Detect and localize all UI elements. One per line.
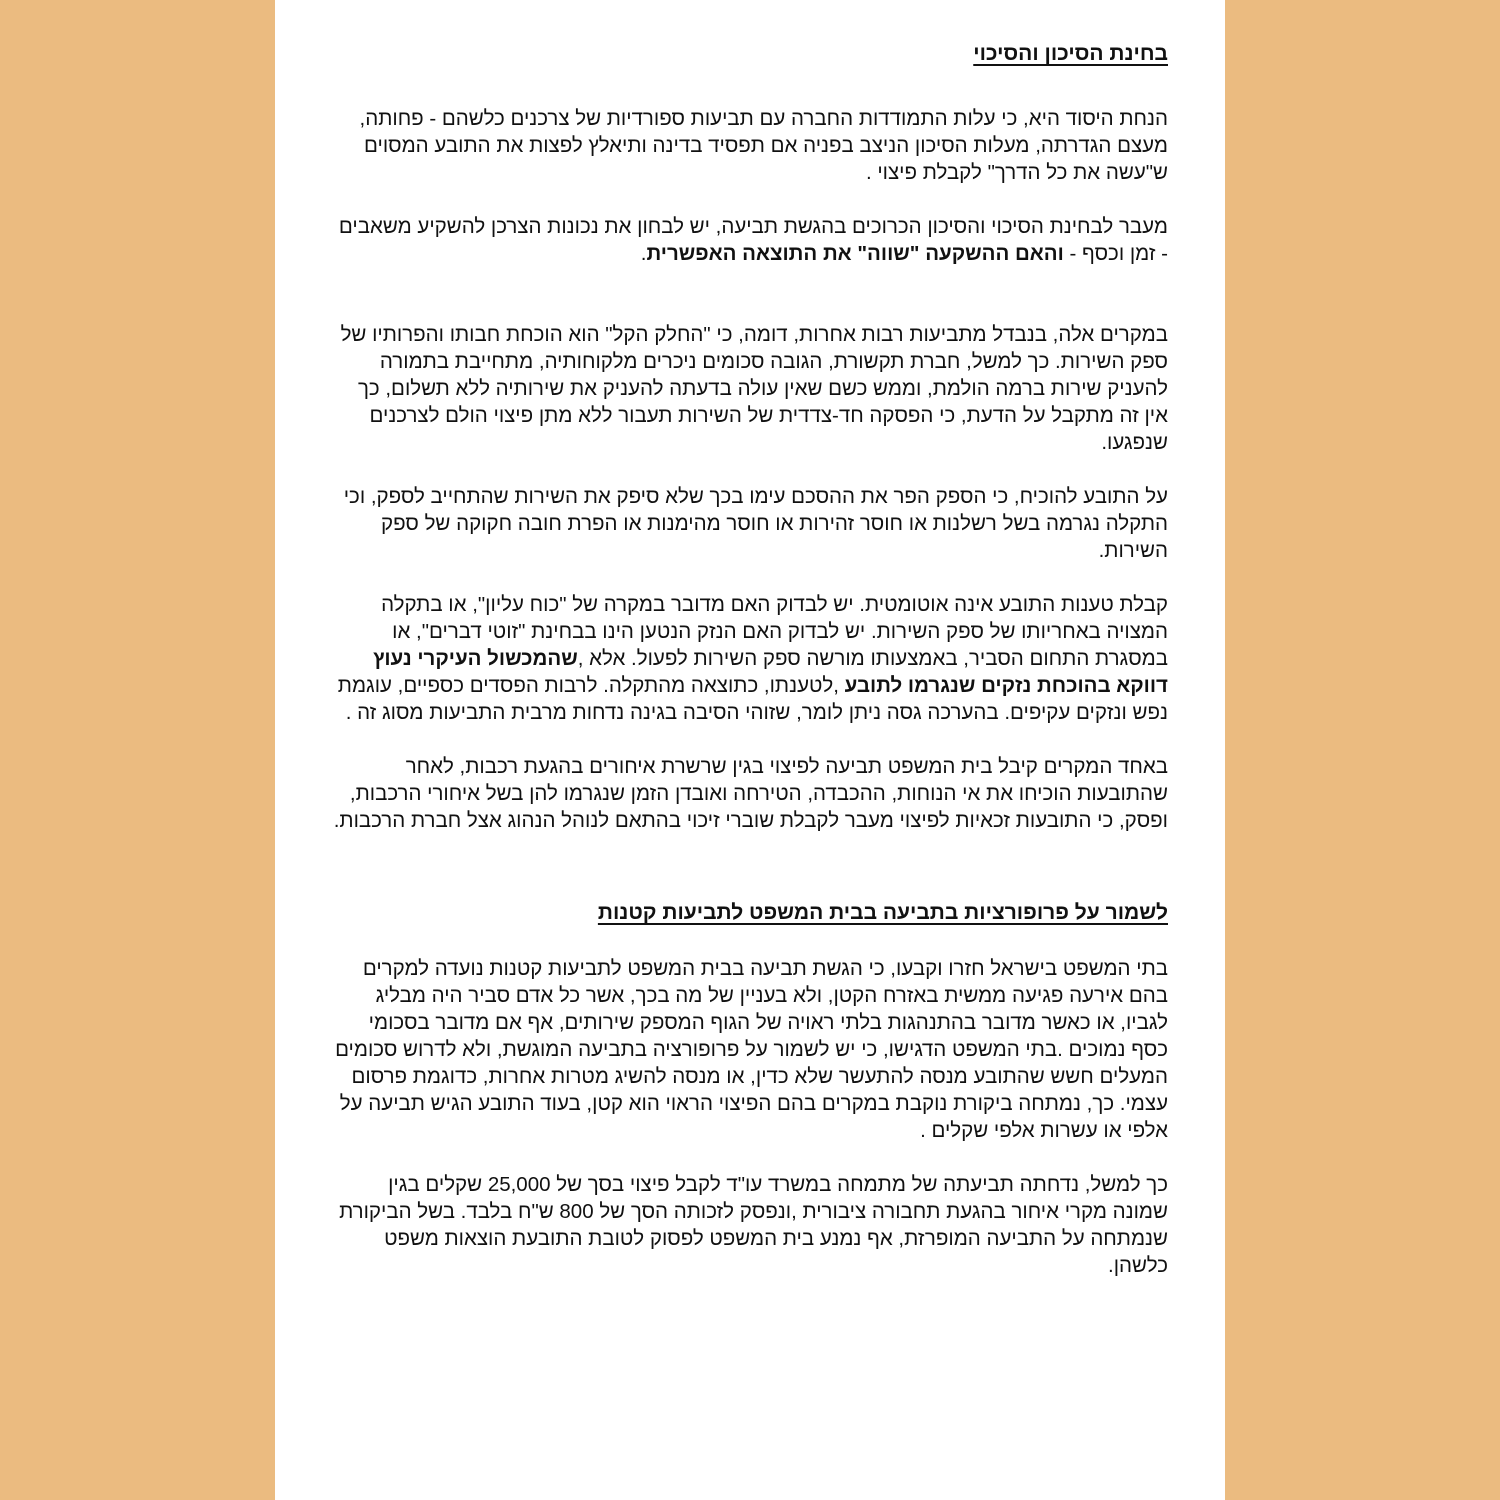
paragraph-investment-end: . [640, 242, 647, 265]
paragraph-claims-text: קבלת טענות התובע אינה אוטומטית. יש לבדוק האם מדובר במקרה של "כוח עליון", או בתקלה המצויה באחריותו של ספק השירות. יש לבדוק האם הנזק הנטען הינו בבחינת "זוטי דברים", או במסגרת התחום הסביר, באמצעותו מורשה ספק השירות לפעול. אלא , [381, 593, 1168, 670]
document-page [275, 0, 1225, 1500]
section-heading-proportions: לשמור על פרופורציות בתביעה בבית המשפט לתביעות קטנות [597, 901, 1168, 924]
paragraph-investment-text: מעבר לבחינת הסיכוי והסיכון הכרוכים בהגשת תביעה, יש לבחון את נכונות הצרכן להשקיע משאבים - זמן וכסף - [338, 215, 1168, 265]
paragraph-basic-assumption: הנחת היסוד היא, כי עלות התמודדות החברה עם תביעות ספורדיות של צרכנים כלשהם - פחותה, מעצם הגדרתה, מעלות הסיכון הניצב בפניה אם תפסיד בדינה ותיאלץ לפצות את התובע המסוים ש"עשה את כל הדרך" לקבלת פיצוי . [359, 107, 1168, 184]
document-content [330, 0, 1168, 1279]
paragraph-court-rulings: בתי המשפט בישראל חזרו וקבעו, כי הגשת תביעה בבית המשפט לתביעות קטנות נועדה למקרים בהם אירעה פגיעה ממשית באזרח הקטן, ולא בעניין של מה בכך, אשר כל אדם סביר היה מבליג לגביו, או כאשר מדובר בהתנהגות בלתי ראויה של הגוף המספק שירותים, אף אם מדובר בסכומי כסף נמוכים .בתי המשפט הדגישו, כי יש לשמור על פרופורציה בתביעה המוגשת, ולא לדרוש סכומים המעלים חשש שהתובע מנסה להתעשר שלא כדין, או מנסה להשיג מטרות אחרות, כדוגמת פרסום עצמי. כך, נמתחה ביקורת נוקבת במקרים בהם הפיצוי הראוי הוא קטן, בעוד התובע הגיש תביעה על אלפי או עשרות אלפי שקלים . [335, 957, 1168, 1142]
paragraph-investment-emphasis: והאם ההשקעה "שווה" את התוצאה האפשרית [646, 242, 1064, 265]
paragraph-claims-emphasis: שהמכשול העיקרי נעוץ דווקא בהוכחת נזקים שנגרמו לתובע [373, 647, 1168, 697]
paragraph-claims-acceptance [330, 591, 1168, 726]
paragraph-burden-of-proof: על התובע להוכיח, כי הספק הפר את ההסכם עימו בכך שלא סיפק את השירות שהתחייב לספק, וכי התקלה נגרמה בשל רשלנות או חוסר זהירות או חוסר מהימנות או הפרת חובה חקוקה של ספק השירות. [343, 485, 1168, 562]
paragraph-investment [330, 213, 1168, 267]
section-heading-risk: בחינת הסיכון והסיכוי [973, 42, 1168, 65]
paragraph-train-case: באחד המקרים קיבל בית המשפט תביעה לפיצוי בגין שרשרת איחורים בהגעת רכבות, לאחר שהתובעות הוכיחו את אי הנוחות, ההכבדה, הטירחה ואובדן הזמן שנגרמו להן בשל איחורי הרכבות, ופסק, כי התובעות זכאיות לפיצוי מעבר לקבלת שוברי זיכוי בהתאם לנוהל הנהוג אצל חברת הרכבות. [333, 755, 1168, 832]
paragraph-easy-part: במקרים אלה, בנבדל מתביעות רבות אחרות, דומה, כי "החלק הקל" הוא הוכחת חבותו והפרותיו של ספק השירות. כך למשל, חברת תקשורת, הגובה סכומים ניכרים מלקוחותיה, מתחייבת בתמורה להעניק שירות ברמה הולמת, וממש כשם שאין עולה בדעתה להעניק את שירותיה ללא תשלום, כך אין זה מתקבל על הדעת, כי הפסקה חד-צדדית של השירות תעבור ללא מתן פיצוי הולם לצרכנים שנפגעו. [340, 323, 1168, 454]
paragraph-intern-example: כך למשל, נדחתה תביעתה של מתמחה במשרד עו"ד לקבל פיצוי בסך של 25,000 שקלים בגין שמונה מקרי איחור בהגעת תחבורה ציבורית ,ונפסק לזכותה הסך של 800 ש"ח בלבד. בשל הביקורת שנמתחה על התביעה המופרזת, אף נמנע בית המשפט לפסוק לטובת התובעת הוצאות משפט כלשהן. [339, 1173, 1168, 1277]
paragraph-claims-end: ,לטענתו, כתוצאה מהתקלה. לרבות הפסדים כספיים, עוגמת נפש ונזקים עקיפים. בהערכה גסה ניתן לומר, שזוהי הסיבה בגינה נדחות מרבית התביעות מסוג זה . [337, 674, 1168, 724]
